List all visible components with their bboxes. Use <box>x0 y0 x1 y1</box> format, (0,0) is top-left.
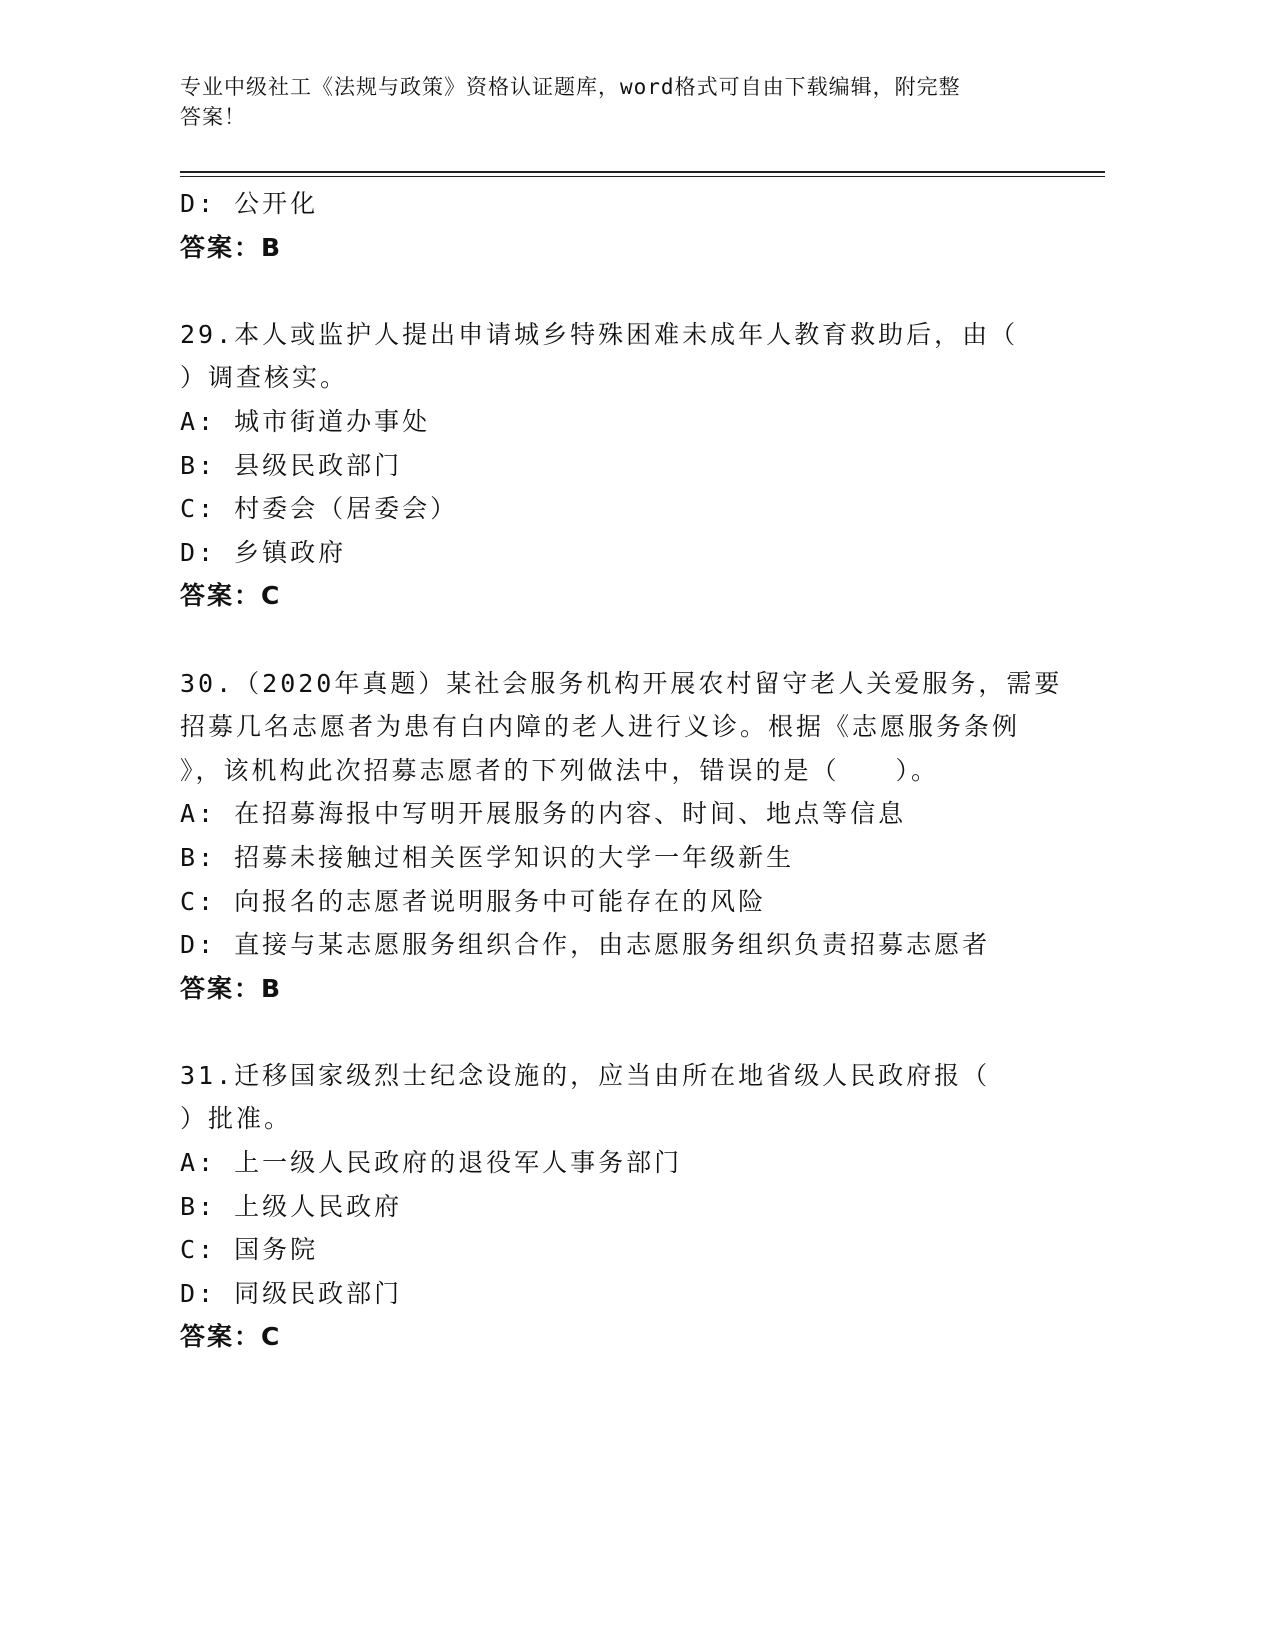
question-stem-line: 29.本人或监护人提出申请城乡特殊困难未成年人教育救助后，由（ <box>180 319 1019 349</box>
question-30 <box>180 662 1080 1011</box>
option-c: C: 向报名的志愿者说明服务中可能存在的风险 <box>180 886 767 916</box>
question-stem-line: 招募几名志愿者为患有白内障的老人进行义诊。根据《志愿服务条例 <box>180 712 1021 742</box>
question-29 <box>180 313 1080 618</box>
header-divider-thick <box>180 171 1105 173</box>
option-d: D: 乡镇政府 <box>180 537 347 567</box>
question-list <box>180 182 1080 1359</box>
question-stem-line: 》，该机构此次招募志愿者的下列做法中，错误的是（ ）。 <box>180 755 940 785</box>
option-d: D: 同级民政部门 <box>180 1278 403 1308</box>
spacer <box>180 269 1080 313</box>
answer-label: 答案：C <box>180 1322 282 1352</box>
question-stem-line: ）批准。 <box>180 1104 293 1134</box>
option-a: A: 城市街道办事处 <box>180 406 431 436</box>
option-d: D: 直接与某志愿服务组织合作，由志愿服务组织负责招募志愿者 <box>180 930 991 960</box>
option-a: A: 在招募海报中写明开展服务的内容、时间、地点等信息 <box>180 799 907 829</box>
option-c: C: 村委会（居委会） <box>180 494 459 524</box>
question-stem-line: ）调查核实。 <box>180 363 349 393</box>
question-stem-line: 30.（2020年真题）某社会服务机构开展农村留守老人关爱服务，需要 <box>180 668 1063 698</box>
option-a: A: 上一级人民政府的退役军人事务部门 <box>180 1148 683 1178</box>
document-header <box>180 72 1060 132</box>
question-stem-line: 31.迁移国家级烈士纪念设施的，应当由所在地省级人民政府报（ <box>180 1060 991 1090</box>
header-line-2: 答案！ <box>180 105 246 129</box>
spacer <box>180 618 1080 662</box>
carryover-option-d: D: 公开化 <box>180 189 319 218</box>
option-b: B: 上级人民政府 <box>180 1191 403 1221</box>
option-c: C: 国务院 <box>180 1235 319 1265</box>
carryover-answer: 答案：B <box>180 232 283 262</box>
header-divider-thin <box>180 176 1105 177</box>
answer-label: 答案：B <box>180 973 283 1003</box>
spacer <box>180 1010 1080 1054</box>
option-b: B: 县级民政部门 <box>180 450 403 480</box>
option-b: B: 招募未接触过相关医学知识的大学一年级新生 <box>180 842 795 872</box>
question-31 <box>180 1054 1080 1359</box>
header-line-1: 专业中级社工《法规与政策》资格认证题库，word格式可自由下载编辑，附完整 <box>180 75 961 99</box>
answer-label: 答案：C <box>180 581 282 611</box>
